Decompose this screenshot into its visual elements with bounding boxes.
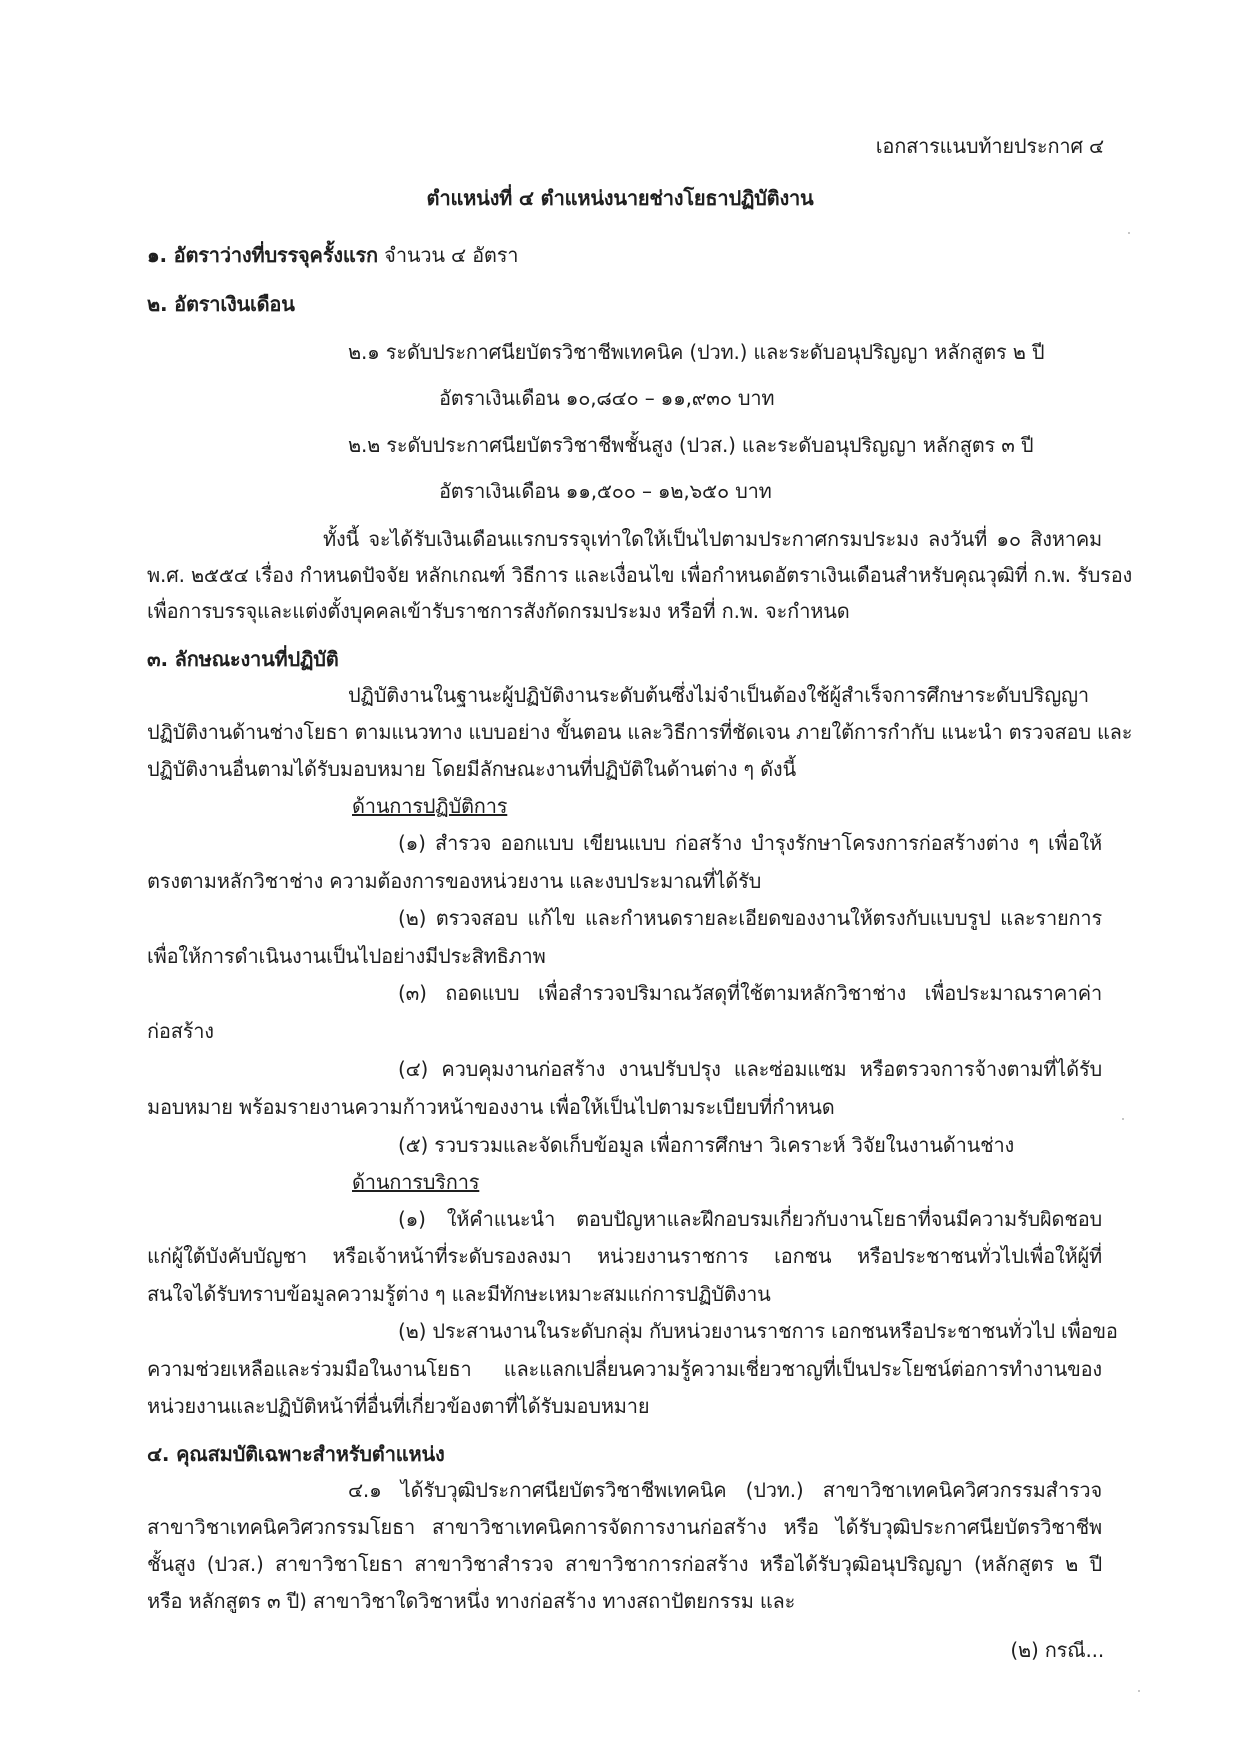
scan-speck <box>1138 1690 1140 1692</box>
salary-item-2-line-2: อัตราเงินเดือน ๑๑,๕๐๐ – ๑๒,๖๕๐ บาท <box>439 479 772 503</box>
operation-subheading: ด้านการปฏิบัติการ <box>352 794 508 818</box>
salary-item-1-line-2: อัตราเงินเดือน ๑๐,๘๔๐ – ๑๑,๙๓๐ บาท <box>439 386 775 410</box>
qualification-line-2: สาขาวิชาเทคนิควิศวกรรมโยธา สาขาวิชาเทคนิคการจัดการงานก่อสร้าง หรือ ได้รับวุฒิประกาศนียบัตรวิชาชีพ <box>147 1515 1102 1539</box>
salary-item-2-line-1: ๒.๒ ระดับประกาศนียบัตรวิชาชีพชั้นสูง (ปวส.) และระดับอนุปริญญา หลักสูตร ๓ ปี <box>348 433 1034 457</box>
page-title: ตำแหน่งที่ ๔ ตำแหน่งนายช่างโยธาปฏิบัติงาน <box>426 186 814 210</box>
section-3-heading: ๓. ลักษณะงานที่ปฏิบัติ <box>147 647 339 671</box>
qualification-line-4: หรือ หลักสูตร ๓ ปี) สาขาวิชาใดวิชาหนึ่ง ทางก่อสร้าง ทางสถาปัตยกรรม และ <box>147 1589 796 1613</box>
operation-item-1-line-2: ตรงตามหลักวิชาช่าง ความต้องการของหน่วยงาน และงบประมาณที่ได้รับ <box>147 869 762 893</box>
salary-item-1-line-1: ๒.๑ ระดับประกาศนียบัตรวิชาชีพเทคนิค (ปวท.) และระดับอนุปริญญา หลักสูตร ๒ ปี <box>348 340 1045 364</box>
operation-item-4-line-2: มอบหมาย พร้อมรายงานความก้าวหน้าของงาน เพื่อให้เป็นไปตามระเบียบที่กำหนด <box>147 1095 835 1119</box>
section-2-heading: ๒. อัตราเงินเดือน <box>147 292 295 316</box>
service-item-2-line-3: หน่วยงานและปฏิบัติหน้าที่อื่นที่เกี่ยวข้องตาที่ได้รับมอบหมาย <box>147 1394 650 1418</box>
scan-speck <box>1128 232 1130 234</box>
section-4-heading: ๔. คุณสมบัติเฉพาะสำหรับตำแหน่ง <box>147 1442 445 1466</box>
salary-note-line-3: เพื่อการบรรจุและแต่งตั้งบุคคลเข้ารับราชการสังกัดกรมประมง หรือที่ ก.พ. จะกำหนด <box>147 599 850 623</box>
service-item-1-line-3: สนใจได้รับทราบข้อมูลความรู้ต่าง ๆ และมีทักษะเหมาะสมแก่การปฏิบัติงาน <box>147 1282 771 1306</box>
section-1-paragraph <box>147 241 518 269</box>
scan-speck <box>1122 1118 1124 1120</box>
qualification-line-1: ๔.๑ ได้รับวุฒิประกาศนียบัตรวิชาชีพเทคนิค (ปวท.) สาขาวิชาเทคนิควิศวกรรมสำรวจ <box>348 1478 1102 1502</box>
operation-item-1-line-1: (๑) สำรวจ ออกแบบ เขียนแบบ ก่อสร้าง บำรุงรักษาโครงการก่อสร้างต่าง ๆ เพื่อให้ <box>398 831 1102 855</box>
qualification-line-3: ชั้นสูง (ปวส.) สาขาวิชาโยธา สาขาวิชาสำรวจ สาขาวิชาการก่อสร้าง หรือได้รับวุฒิอนุปริญญา (หลักสูตร ๒ ปี <box>147 1552 1102 1576</box>
operation-item-2-line-2: เพื่อให้การดำเนินงานเป็นไปอย่างมีประสิทธิภาพ <box>147 944 546 968</box>
section-1-heading: ๑. อัตราว่างที่บรรจุครั้งแรก <box>147 243 378 267</box>
operation-item-2-line-1: (๒) ตรวจสอบ แก้ไข และกำหนดรายละเอียดของงานให้ตรงกับแบบรูป และรายการ <box>398 906 1102 930</box>
service-subheading: ด้านการบริการ <box>352 1170 480 1194</box>
operation-item-3-line-1: (๓) ถอดแบบ เพื่อสำรวจปริมาณวัสดุที่ใช้ตามหลักวิชาช่าง เพื่อประมาณราคาค่า <box>398 981 1102 1005</box>
section-1-detail: จำนวน ๔ อัตรา <box>377 243 519 267</box>
duties-intro-line-1: ปฏิบัติงานในฐานะผู้ปฏิบัติงานระดับต้นซึ่งไม่จำเป็นต้องใช้ผู้สำเร็จการศึกษาระดับปริญญา <box>348 683 1089 707</box>
duties-intro-line-3: ปฏิบัติงานอื่นตามได้รับมอบหมาย โดยมีลักษณะงานที่ปฏิบัติในด้านต่าง ๆ ดังนี้ <box>147 757 796 781</box>
operation-item-3-line-2: ก่อสร้าง <box>147 1019 214 1043</box>
salary-note-line-1: ทั้งนี้ จะได้รับเงินเดือนแรกบรรจุเท่าใดให้เป็นไปตามประกาศกรมประมง ลงวันที่ ๑๐ สิงหาคม <box>323 527 1102 551</box>
attachment-label: เอกสารแนบท้ายประกาศ ๔ <box>875 134 1104 158</box>
salary-note-line-2: พ.ศ. ๒๕๕๔ เรื่อง กำหนดปัจจัย หลักเกณฑ์ วิธีการ และเงื่อนไข เพื่อกำหนดอัตราเงินเดือนสำหรับคุณวุฒิที่ ก.พ. รับรอง <box>147 563 1133 587</box>
operation-item-4-line-1: (๔) ควบคุมงานก่อสร้าง งานปรับปรุง และซ่อมแซม หรือตรวจการจ้างตามที่ได้รับ <box>398 1057 1102 1081</box>
service-item-2-line-1: (๒) ประสานงานในระดับกลุ่ม กับหน่วยงานราชการ เอกชนหรือประชาชนทั่วไป เพื่อขอ <box>398 1319 1118 1343</box>
duties-intro-line-2: ปฏิบัติงานด้านช่างโยธา ตามแนวทาง แบบอย่าง ขั้นตอน และวิธีการที่ชัดเจน ภายใต้การกำกับ แนะนำ ตรวจสอบ และ <box>147 720 1133 744</box>
service-item-1-line-2: แก่ผู้ใต้บังคับบัญชา หรือเจ้าหน้าที่ระดับรองลงมา หน่วยงานราชการ เอกชน หรือประชาชนทั่วไปเพื่อให้ผู้ที่ <box>147 1244 1102 1268</box>
service-item-1-line-1: (๑) ให้คำแนะนำ ตอบปัญหาและฝึกอบรมเกี่ยวกับงานโยธาที่จนมีความรับผิดชอบ <box>398 1207 1102 1231</box>
service-item-2-line-2: ความช่วยเหลือและร่วมมือในงานโยธา และแลกเปลี่ยนความรู้ความเชี่ยวชาญที่เป็นประโยชน์ต่อการทำงานของ <box>147 1357 1102 1381</box>
continuation-marker: (๒) กรณี... <box>1010 1638 1104 1662</box>
operation-item-5-line-1: (๕) รวบรวมและจัดเก็บข้อมูล เพื่อการศึกษา วิเคราะห์ วิจัยในงานด้านช่าง <box>398 1133 1015 1157</box>
